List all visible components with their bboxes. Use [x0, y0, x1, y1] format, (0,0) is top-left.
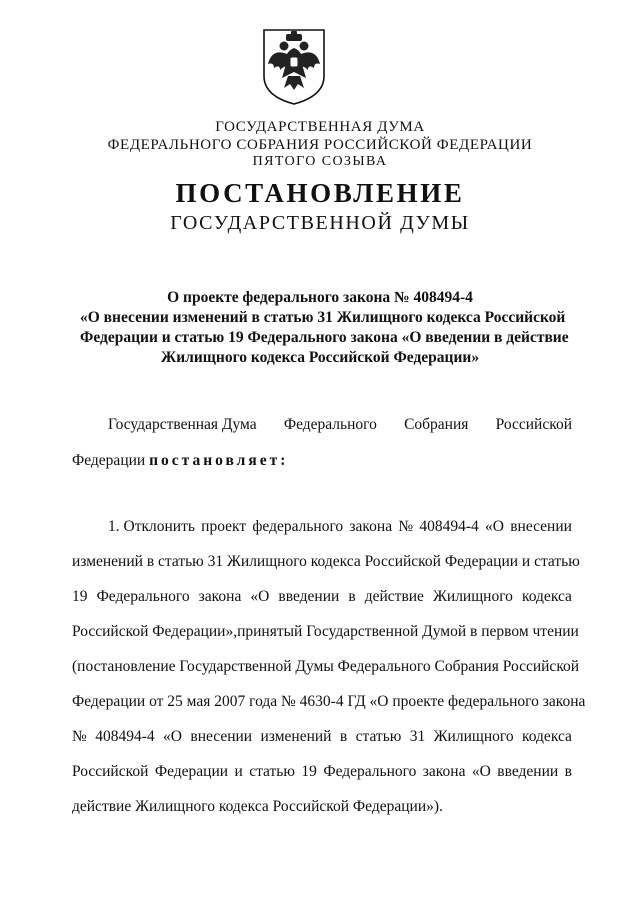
word: «О: [163, 728, 182, 745]
word: закона: [349, 518, 393, 535]
word: «О: [471, 763, 491, 780]
word: в: [339, 728, 348, 745]
word: федерального: [252, 518, 344, 535]
subject-line: «О внесении изменений в статью 31 Жилищного кодекса Российской: [80, 309, 566, 326]
word: 408494-4: [95, 728, 155, 745]
word: Федерального: [323, 763, 417, 780]
subject-line: Жилищного кодекса Российской Федерации»: [160, 349, 480, 366]
paragraph-line: [72, 693, 586, 711]
word: 31: [409, 728, 426, 745]
word: закона: [422, 763, 466, 780]
word: Жилищного: [433, 588, 513, 605]
paragraph-line: [72, 588, 572, 606]
paragraph-line: [72, 763, 572, 781]
preamble-line-2: [72, 452, 572, 470]
word: 19: [301, 763, 317, 780]
word: 408494-4: [419, 518, 479, 535]
word: введении: [497, 763, 559, 780]
word: №: [72, 728, 87, 745]
word: внесении: [510, 518, 572, 535]
word: Российской: [72, 763, 149, 780]
word: статью: [355, 728, 402, 745]
word: «О: [250, 588, 270, 605]
line-text: (постановление Государственной Думы Федерального Собрания Российской: [72, 658, 580, 675]
paragraph-line: [72, 658, 580, 676]
header-line-duma: ГОСУДАРСТВЕННАЯ ДУМА: [215, 119, 425, 135]
russian-coat-of-arms-emblem: [260, 24, 328, 106]
word: 1. Отклонить: [108, 518, 195, 535]
word: 19: [72, 588, 88, 605]
word: действие: [364, 588, 424, 605]
word: «О: [485, 518, 504, 535]
word: проект: [201, 518, 247, 535]
word: кодекса: [522, 588, 572, 605]
word: закона: [198, 588, 242, 605]
document-subtitle: ГОСУДАРСТВЕННОЙ ДУМЫ: [170, 212, 470, 234]
preamble-word: Собрания: [404, 416, 469, 433]
preamble-word: Российской: [495, 416, 572, 433]
word: внесении: [190, 728, 253, 745]
preamble-word: Федерального: [283, 416, 377, 433]
line-text: Федерации от 25 мая 2007 года № 4630-4 ГД «О проекте федерального закона: [72, 693, 586, 710]
paragraph-line: [72, 728, 572, 746]
paragraph-line: [108, 518, 572, 536]
preamble-text: Федерации: [72, 452, 150, 469]
paragraph-line: [72, 553, 580, 571]
subject-block: [80, 288, 569, 368]
preamble-word: Государственная Дума: [108, 416, 257, 433]
document-title: ПОСТАНОВЛЕНИЕ: [175, 178, 465, 208]
line-text: изменений в статью 31 Жилищного кодекса Российской Федерации и статью: [72, 553, 580, 570]
word: принятый Государственной Думой в первом чтении: [237, 623, 579, 640]
word: Российской Федерации»,: [72, 623, 238, 640]
line-text: действие Жилищного кодекса Российской Федерации»).: [72, 798, 443, 815]
header-line-federal-assembly: ФЕДЕРАЛЬНОГО СОБРАНИЯ РОССИЙСКОЙ ФЕДЕРАЦИИ: [107, 137, 533, 153]
header-line-convocation: ПЯТОГО СОЗЫВА: [252, 154, 388, 169]
word: и: [234, 763, 243, 780]
emblem-center-shield: [290, 57, 298, 67]
word: Жилищного: [433, 728, 514, 745]
word: Федерального: [96, 588, 190, 605]
word: Федерации: [154, 763, 229, 780]
word: в: [564, 763, 572, 780]
preamble-resolves: постановляет:: [149, 452, 289, 469]
word: статью: [249, 763, 295, 780]
word: введении: [278, 588, 340, 605]
word: кодекса: [522, 728, 572, 745]
preamble-line-1: [108, 416, 572, 434]
word: изменений: [260, 728, 332, 745]
word: в: [348, 588, 356, 605]
subject-line: О проекте федерального закона № 408494-4: [167, 289, 473, 306]
paragraph-line: [72, 623, 579, 641]
paragraph-line: [72, 798, 572, 816]
subject-line: Федерации и статью 19 Федерального закона «О введении в действие: [80, 329, 569, 346]
word: №: [398, 518, 414, 535]
